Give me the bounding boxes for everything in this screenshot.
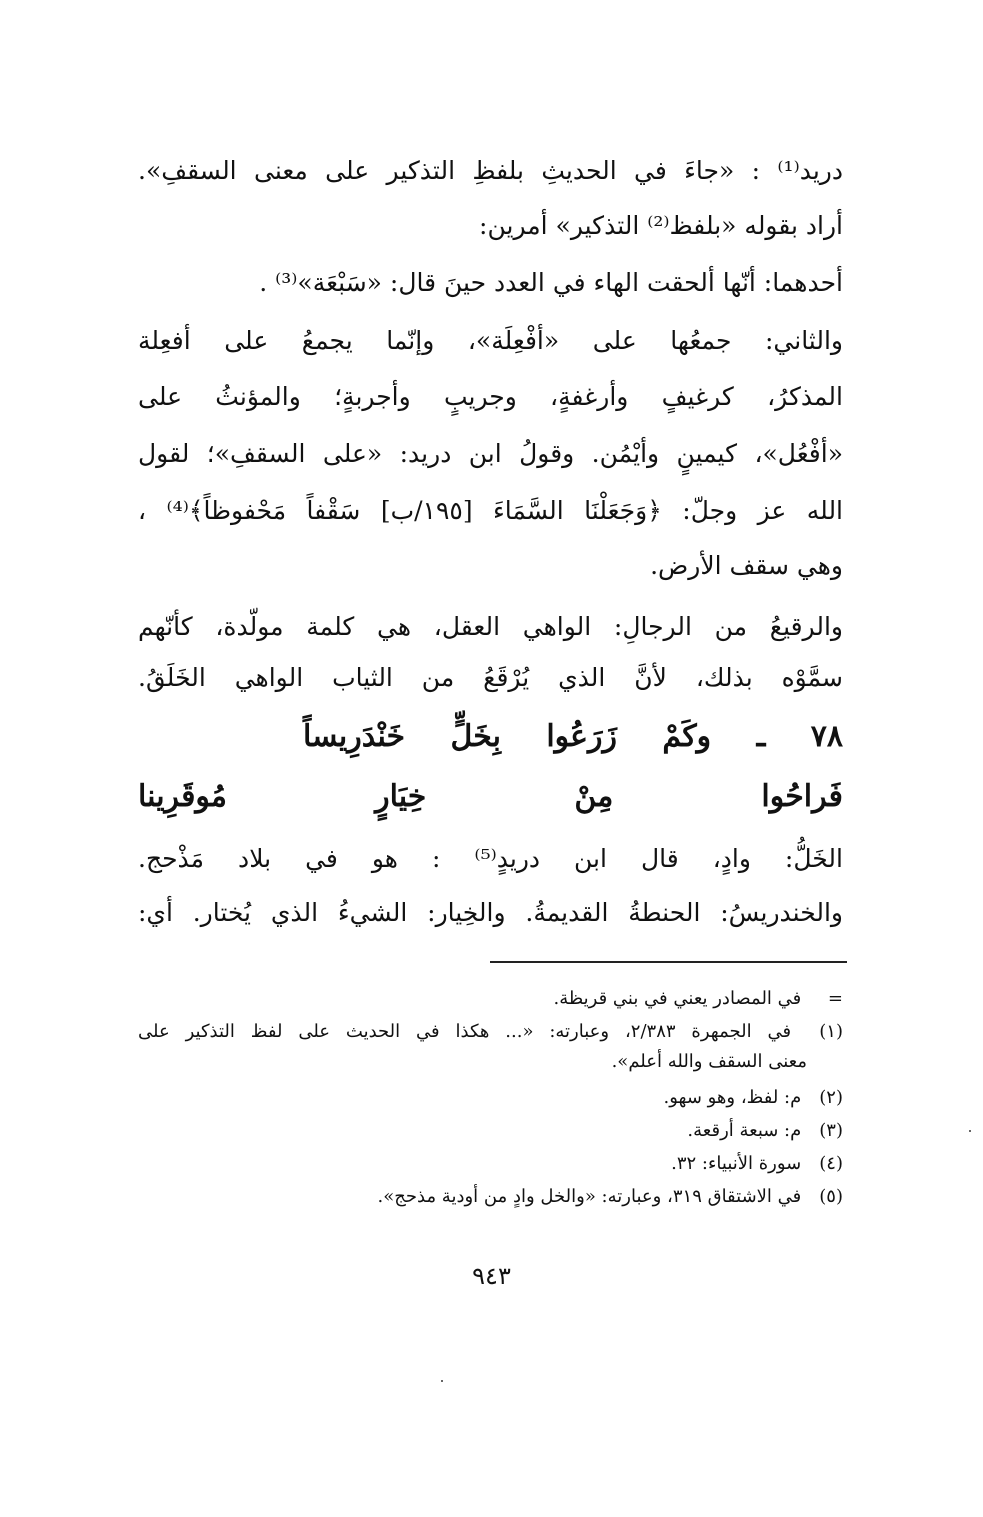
scan-speck [969, 1130, 971, 1132]
commentary-line: والخندريسُ: الحنطةُ القديمةُ. والخِيار: الشيءُ الذي يُختار. أي: [138, 898, 843, 927]
verse-second-hemistich: فَراحُوا مِنْ خِيَارٍ مُوقَرِينا [138, 779, 843, 814]
footnote-number: (٥) [819, 1186, 843, 1207]
body-line: والرقيعُ من الرجالِ: الواهي العقل، هي كلمة مولّدة، كأنّهم [138, 612, 843, 641]
footnote-2 [138, 1089, 843, 1107]
footnote-separator [490, 961, 847, 963]
verse-first-hemistich: ٧٨ ـ وكَمْ زَرَعُوا بِخَلٍّ خَنْدَرِيساً [303, 719, 843, 754]
page-number: ٩٤٣ [472, 1262, 511, 1290]
body-line: الله عز وجلّ: ﴿وَجَعَلْنَا السَّمَاءَ [١٩٥/ب] سَقْفاً مَحْفوظاً﴾⁽⁴⁾ ، [138, 496, 844, 525]
footnote-text: في المصادر يعني في بني قريظة. [553, 988, 802, 1009]
footnote-number: (١) [819, 1021, 843, 1042]
footnote-text: في الاشتقاق ٣١٩، وعبارته: «والخل وادٍ من أودية مذحج». [377, 1186, 802, 1207]
body-line: أحدهما: أنّها ألحقت الهاء في العدد حينَ قال: «سَبْعَة»⁽³⁾ . [259, 268, 843, 297]
body-line: «أفْعُل»، كيمينٍ وأيْمُن. وقولُ ابن دريد: «على السقفِ»؛ لقول [138, 439, 843, 468]
body-line: أراد بقوله «بلفظ⁽²⁾ التذكير» أمرين: [479, 211, 843, 240]
footnote-number: (٢) [819, 1087, 843, 1108]
footnote-text: م: سبعة أرقعة. [687, 1120, 802, 1141]
footnote-1-continuation: معنى السقف والله أعلم». [611, 1051, 807, 1072]
footnote-3 [138, 1122, 843, 1140]
footnote-1 [138, 1023, 843, 1041]
footnote-text: م: لفظ، وهو سهو. [663, 1087, 802, 1108]
footnote-4 [138, 1155, 843, 1173]
footnote-continuation [138, 990, 843, 1008]
footnote-text: في الجمهرة ٢/٣٨٣، وعبارته: «... هكذا في الحديث على لفظ التذكير على [138, 1021, 792, 1042]
footnote-number: (٣) [819, 1120, 843, 1141]
body-line: دريد⁽¹⁾ : «جاءَ في الحديثِ بلفظِ التذكير على معنى السقفِ». [138, 156, 843, 185]
footnote-5 [138, 1188, 843, 1206]
footnote-number: = [827, 988, 843, 1009]
commentary-line: الخَلُّ: وادٍ، قال ابن دريدٍ⁽⁵⁾ : هو في بلاد مَذْحج. [138, 844, 843, 873]
footnote-number: (٤) [819, 1153, 843, 1174]
scan-speck [441, 1380, 443, 1382]
body-line: سمَّوْه بذلك، لأنَّ الذي يُرْقَعُ من الثياب الواهي الخَلَقُ. [138, 663, 843, 692]
body-line: والثاني: جمعُها على «أفْعِلَة»، وإنّما يجمعُ على أفعِلة [138, 326, 843, 355]
body-line: المذكرُ، كرغيفٍ وأرغفةٍ، وجريبٍ وأجربةٍ؛ والمؤنثُ على [138, 382, 843, 411]
footnote-text: سورة الأنبياء: ٣٢. [671, 1153, 802, 1174]
body-line: وهي سقف الأرض. [650, 551, 843, 580]
